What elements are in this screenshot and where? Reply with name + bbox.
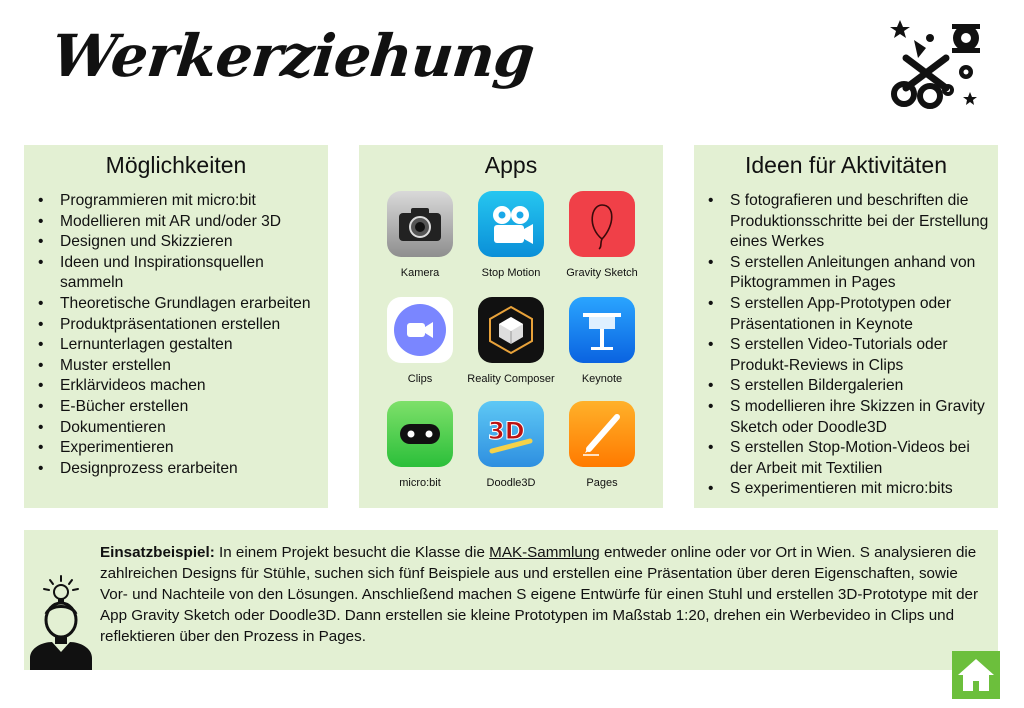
video-icon [387,297,453,363]
app-label: Pages [586,477,618,489]
app-label: Stop Motion [481,267,541,279]
list-item: • S fotografieren und beschriften die Produktionsschritte bei der Erstellung eines Werkes [708,191,992,253]
idea-person-icon [28,574,94,670]
app-label: Clips [407,373,433,385]
apps-heading: Apps [484,152,538,178]
list-item: • S erstellen Bildergalerien [708,376,992,397]
app-clips[interactable] [373,297,467,385]
list-item: • S modellieren ihre Skizzen in Gravity Sketch oder Doodle3D [708,397,992,438]
list-item: • S erstellen Stop-Motion-Videos bei der Arbeit mit Textilien [708,438,992,479]
app-reality-composer[interactable] [464,297,558,385]
list-item: • Produktpräsentationen erstellen [38,315,322,336]
app-keynote[interactable] [555,297,649,385]
app-doodle3d[interactable] [464,401,558,489]
craft-tools-icon [886,18,986,110]
app-pages[interactable] [555,401,649,489]
possibilities-heading: Möglichkeiten [105,152,247,178]
list-item: • Muster erstellen [38,356,322,377]
list-item: • Ideen und Inspirationsquellen sammeln [38,253,322,294]
activities-list [694,191,998,500]
apps-panel [359,145,663,508]
list-item: • Modellieren mit AR und/oder 3D [38,212,322,233]
sketch-line-icon [569,191,635,257]
cube-icon [478,297,544,363]
list-item: • S erstellen App-Prototypen oder Präsentationen in Keynote [708,294,992,335]
list-item: • Designprozess erarbeiten [38,459,322,480]
example-text [100,542,980,647]
possibilities-list [24,191,328,479]
list-item: • Programmieren mit micro:bit [38,191,322,212]
example-text-part: entweder online oder vor Ort in Wien. S analysieren die zahlreichen Designs für Stühle, suchen sich fünf Beispiele aus und erstellen eine Präsentation über deren Eigenschaften, sowie Vor- und Nachteile von den Lösungen. Anschließend machen S eigene Entwürfe für einen Stuhl und erstellen 3D-Prototype mit der App Gravity Sketch oder Doodle3D. Dann erstellen sie kleine Prototypen im Maßstab 1:20, drehen ein Werbevideo in Clips und reflektieren über den Prozess in Pages. [100,544,979,645]
app-stop-motion[interactable] [464,191,558,279]
list-item: • Theoretische Grundlagen erarbeiten [38,294,322,315]
example-panel [24,530,998,670]
activities-heading: Ideen für Aktivitäten [744,152,947,178]
pen-icon [569,401,635,467]
activities-panel [694,145,998,508]
list-item: • S erstellen Anleitungen anhand von Piktogrammen in Pages [708,253,992,294]
home-icon [952,651,1000,699]
home-button[interactable] [952,651,1000,699]
app-gravity-sketch[interactable] [555,191,649,279]
app-label: Keynote [581,373,623,385]
list-item: • S erstellen Video-Tutorials oder Produkt-Reviews in Clips [708,335,992,376]
possibilities-panel [24,145,328,508]
mak-collection-link[interactable]: MAK-Sammlung [489,544,600,561]
svg-text:3D: 3D [488,417,525,445]
example-label: Einsatzbeispiel: [100,544,215,561]
app-label: Gravity Sketch [566,267,638,279]
page-title: Werkerziehung [48,22,538,90]
list-item: • S experimentieren mit micro:bits [708,479,992,500]
app-label: micro:bit [399,477,441,489]
app-label: Doodle3D [486,477,536,489]
list-item: • Designen und Skizzieren [38,232,322,253]
app-kamera[interactable] [373,191,467,279]
list-item: • Dokumentieren [38,418,322,439]
example-text-part: In einem Projekt besucht die Klasse die [214,544,490,561]
app-microbit[interactable] [373,401,467,489]
microbit-icon [387,401,453,467]
app-label: Kamera [400,267,440,279]
doodle-3d-icon [478,401,544,467]
list-item: • Erklärvideos machen [38,376,322,397]
camera-icon [387,191,453,257]
list-item: • Experimentieren [38,438,322,459]
app-label: Reality Composer [467,373,555,385]
list-item: • E-Bücher erstellen [38,397,322,418]
podium-icon [569,297,635,363]
list-item: • Lernunterlagen gestalten [38,335,322,356]
film-camera-icon [478,191,544,257]
